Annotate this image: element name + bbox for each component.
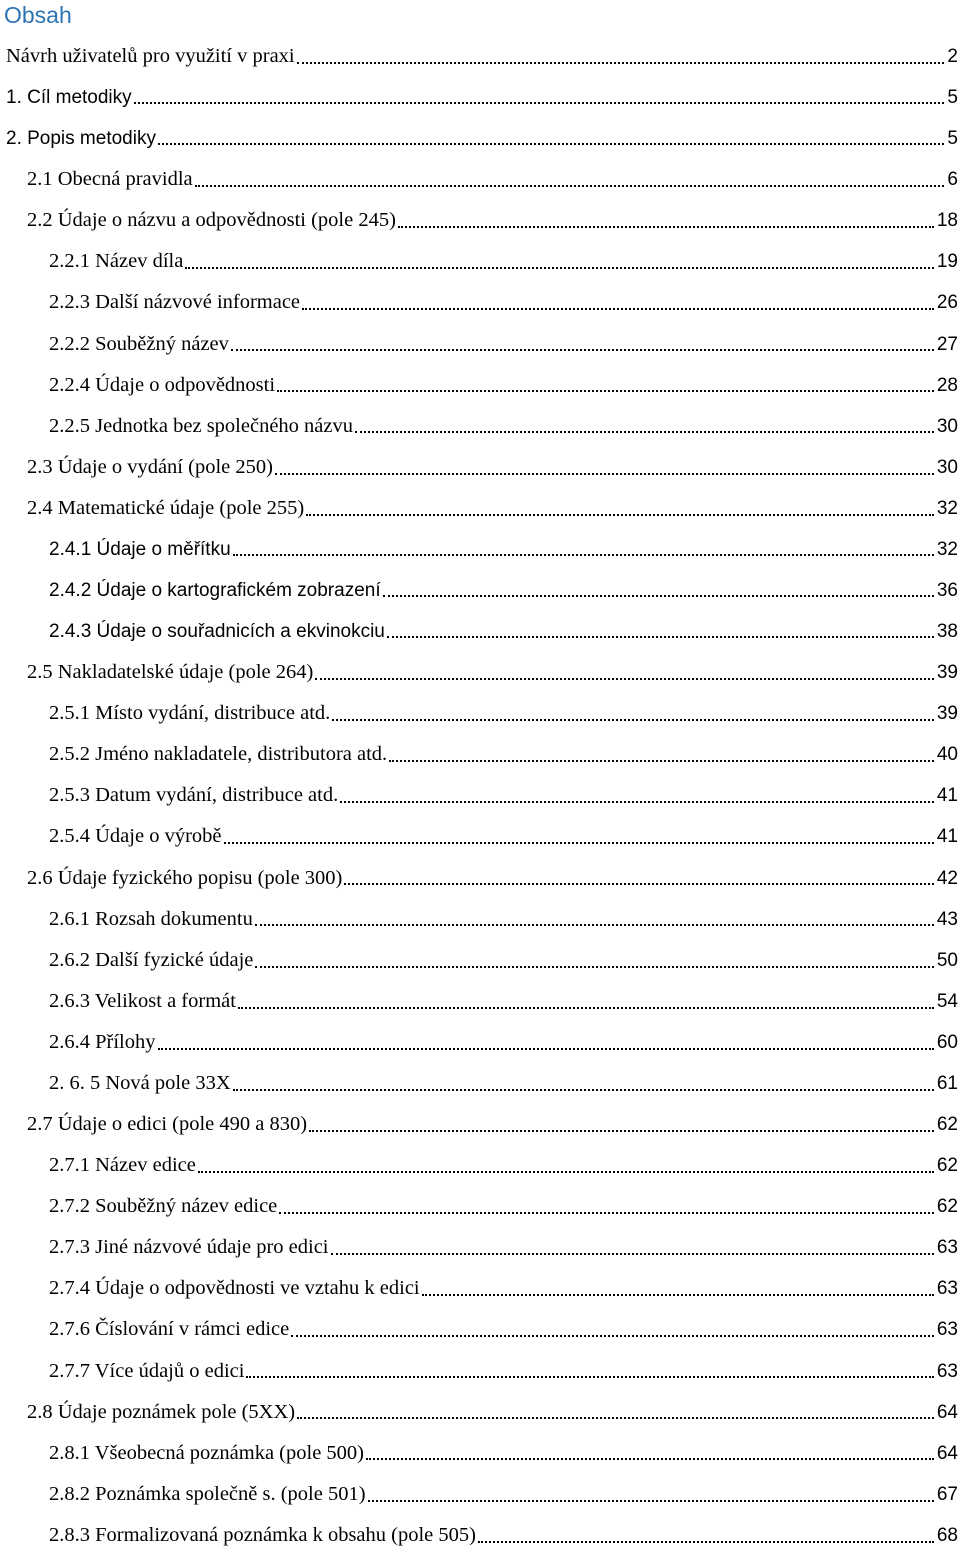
toc-entry-title: Návrh uživatelů pro využití v praxi: [6, 45, 295, 67]
toc-entry-title: 2.8.3 Formalizovaná poznámka k obsahu (pole 505): [49, 1523, 476, 1546]
toc-entry[interactable]: [0, 1392, 960, 1433]
toc-dot-leader: [246, 1361, 933, 1382]
toc-dot-leader: [302, 293, 934, 314]
toc-page-number: 61: [936, 1072, 958, 1094]
toc-dot-leader: [309, 1114, 934, 1135]
toc-dot-leader: [306, 498, 934, 519]
toc-entry-title: 2.4 Matematické údaje (pole 255): [27, 496, 305, 519]
toc-page-number: 32: [936, 538, 958, 560]
toc-dot-leader: [134, 88, 945, 107]
toc-entry-title: 2.7.7 Více údajů o edici: [49, 1359, 245, 1382]
toc-page-number: 38: [936, 621, 958, 643]
toc-entry-title: 2. 6. 5 Nová pole 33X: [49, 1071, 231, 1094]
toc-entry-title: 2.8.1 Všeobecná poznámka (pole 500): [49, 1441, 364, 1464]
toc-entry-title: 2.2.1 Název díla: [49, 250, 184, 273]
toc-page-number: 63: [936, 1360, 958, 1382]
toc-entry-title: 2.6.3 Velikost a formát: [49, 989, 236, 1012]
toc-entry-title: 2.8.2 Poznámka společně s. (pole 501): [49, 1482, 366, 1505]
toc-entry-title: 2.7 Údaje o edici (pole 490 a 830): [27, 1113, 308, 1136]
toc-entry[interactable]: [0, 734, 960, 775]
toc-dot-leader: [233, 540, 934, 559]
toc-entry-title: 2.5.1 Místo vydání, distribuce atd.: [49, 702, 331, 725]
toc-entry-title: 2.7.3 Jiné názvové údaje pro edici: [49, 1236, 329, 1259]
toc-dot-leader: [185, 252, 934, 273]
toc-list: [0, 36, 960, 1556]
toc-entry[interactable]: [0, 200, 960, 241]
toc-entry[interactable]: [0, 1268, 960, 1309]
toc-dot-leader: [355, 416, 934, 437]
toc-page-number: 62: [936, 1196, 958, 1218]
toc-dot-leader: [331, 1238, 934, 1259]
toc-page-number: 27: [936, 333, 958, 355]
toc-page-number: 39: [936, 662, 958, 684]
toc-entry-title: 2.2.4 Údaje o odpovědnosti: [49, 373, 276, 396]
toc-page-number: 30: [936, 456, 958, 478]
toc-dot-leader: [344, 868, 933, 889]
toc-entry[interactable]: [0, 652, 960, 693]
toc-page-number: 41: [936, 785, 958, 807]
toc-page-number: 28: [936, 374, 958, 396]
toc-page-number: 54: [936, 990, 958, 1012]
toc-entry-title: 2.4.3 Údaje o souřadnicích a ekvinokciu: [49, 621, 385, 643]
toc-dot-leader: [277, 375, 934, 396]
toc-entry[interactable]: [0, 529, 960, 570]
toc-entry[interactable]: [0, 816, 960, 857]
toc-entry[interactable]: [0, 1515, 960, 1556]
toc-entry[interactable]: [0, 36, 960, 77]
toc-entry[interactable]: [0, 981, 960, 1022]
toc-entry-title: 2.7.1 Název edice: [49, 1154, 196, 1177]
toc-entry[interactable]: [0, 1145, 960, 1186]
toc-dot-leader: [275, 457, 934, 478]
toc-entry[interactable]: [0, 406, 960, 447]
toc-page-number: 5: [947, 87, 958, 109]
toc-page-number: 63: [936, 1278, 958, 1300]
toc-entry[interactable]: [0, 1433, 960, 1474]
toc-dot-leader: [368, 1484, 934, 1505]
toc-page-number: 36: [936, 580, 958, 602]
toc-entry-title: 2.4.1 Údaje o měřítku: [49, 538, 231, 560]
toc-entry[interactable]: [0, 282, 960, 323]
toc-entry-title: 2. Popis metodiky: [6, 128, 156, 150]
toc-page-number: 6: [947, 169, 958, 191]
toc-dot-leader: [398, 211, 934, 232]
toc-page-number: 62: [936, 1155, 958, 1177]
toc-entry-title: 2.3 Údaje o vydání (pole 250): [27, 455, 273, 478]
toc-dot-leader: [238, 991, 934, 1012]
toc-entry[interactable]: [0, 447, 960, 488]
toc-dot-leader: [255, 950, 934, 971]
toc-dot-leader: [387, 622, 934, 641]
toc-entry[interactable]: [0, 1351, 960, 1392]
toc-page-number: 2: [947, 46, 958, 67]
toc-entry-title: 2.8 Údaje poznámek pole (5XX): [27, 1400, 296, 1423]
toc-dot-leader: [332, 704, 934, 725]
toc-entry-title: 2.4.2 Údaje o kartografickém zobrazení: [49, 580, 381, 602]
toc-entry-title: 2.6.2 Další fyzické údaje: [49, 948, 254, 971]
toc-entry[interactable]: [0, 324, 960, 365]
toc-entry[interactable]: [0, 775, 960, 816]
toc-entry-title: 2.7.4 Údaje o odpovědnosti ve vztahu k edici: [49, 1277, 420, 1300]
toc-entry[interactable]: [0, 693, 960, 734]
toc-dot-leader: [198, 1155, 934, 1176]
toc-entry[interactable]: [0, 858, 960, 899]
toc-entry[interactable]: [0, 899, 960, 940]
toc-entry[interactable]: [0, 1186, 960, 1227]
toc-dot-leader: [366, 1443, 934, 1464]
toc-entry[interactable]: [0, 1063, 960, 1104]
toc-page-number: 64: [936, 1401, 958, 1423]
toc-dot-leader: [340, 786, 934, 807]
toc-entry[interactable]: [0, 1474, 960, 1515]
toc-entry-title: 2.2.5 Jednotka bez společného názvu: [49, 414, 353, 437]
toc-entry[interactable]: [0, 159, 960, 200]
toc-entry-title: 2.6.1 Rozsah dokumentu: [49, 907, 253, 930]
toc-page-number: 41: [936, 826, 958, 848]
toc-entry-title: 2.5 Nakladatelské údaje (pole 264): [27, 661, 314, 684]
toc-entry-title: 2.7.6 Číslování v rámci edice: [49, 1318, 290, 1341]
toc-dot-leader: [383, 581, 934, 600]
toc-entry-title: 2.2 Údaje o názvu a odpovědnosti (pole 245): [27, 209, 396, 232]
toc-entry[interactable]: [0, 77, 960, 118]
toc-dot-leader: [195, 170, 945, 191]
toc-page-number: 64: [936, 1442, 958, 1464]
toc-entry-title: 2.7.2 Souběžný název edice: [49, 1195, 278, 1218]
toc-entry[interactable]: [0, 611, 960, 652]
toc-dot-leader: [422, 1279, 934, 1300]
toc-page-number: 63: [936, 1237, 958, 1259]
toc-page-number: 42: [936, 867, 958, 889]
toc-page-number: 26: [936, 292, 958, 314]
toc-page-number: 50: [936, 949, 958, 971]
toc-entry-title: 2.2.3 Další názvové informace: [49, 291, 301, 314]
toc-dot-leader: [158, 129, 944, 148]
toc-entry[interactable]: [0, 365, 960, 406]
toc-entry[interactable]: [0, 1104, 960, 1145]
toc-dot-leader: [255, 909, 934, 930]
toc-entry-title: 2.5.4 Údaje o výrobě: [49, 825, 222, 848]
toc-entry[interactable]: [0, 488, 960, 529]
toc-dot-leader: [389, 745, 934, 766]
toc-dot-leader: [291, 1320, 934, 1341]
toc-dot-leader: [297, 1402, 934, 1423]
toc-entry[interactable]: [0, 1309, 960, 1350]
toc-entry-title: 2.1 Obecná pravidla: [27, 168, 193, 191]
toc-entry-title: 2.6 Údaje fyzického popisu (pole 300): [27, 866, 343, 889]
toc-entry-title: 2.2.2 Souběžný název: [49, 332, 229, 355]
toc-page-number: 5: [947, 128, 958, 150]
toc-dot-leader: [231, 334, 934, 355]
toc-entry[interactable]: [0, 1227, 960, 1268]
toc-page-number: 62: [936, 1114, 958, 1136]
toc-page-number: 43: [936, 908, 958, 930]
toc-entry[interactable]: [0, 118, 960, 159]
toc-entry[interactable]: [0, 570, 960, 611]
toc-page-number: 30: [936, 415, 958, 437]
toc-page-number: 18: [936, 210, 958, 232]
toc-entry[interactable]: [0, 1022, 960, 1063]
toc-dot-leader: [233, 1073, 934, 1094]
toc-page-number: 63: [936, 1319, 958, 1341]
toc-dot-leader: [315, 662, 934, 683]
toc-entry-title: 2.5.2 Jméno nakladatele, distributora atd.: [49, 743, 388, 766]
toc-dot-leader: [279, 1196, 934, 1217]
toc-page-number: 32: [936, 497, 958, 519]
toc-page-number: 67: [936, 1483, 958, 1505]
toc-page-number: 40: [936, 744, 958, 766]
toc-page-number: 68: [936, 1524, 958, 1546]
toc-dot-leader: [224, 827, 934, 848]
toc-entry-title: 2.5.3 Datum vydání, distribuce atd.: [49, 784, 339, 807]
toc-entry[interactable]: [0, 940, 960, 981]
toc-dot-leader: [297, 46, 945, 67]
toc-dot-leader: [478, 1525, 934, 1546]
toc-entry-title: 2.6.4 Přílohy: [49, 1030, 156, 1053]
toc-entry-title: 1. Cíl metodiky: [6, 87, 132, 109]
toc-page-number: 19: [936, 251, 958, 273]
toc-page-number: 60: [936, 1031, 958, 1053]
toc-entry[interactable]: [0, 241, 960, 282]
toc-page-number: 39: [936, 703, 958, 725]
toc-heading: Obsah: [4, 2, 72, 28]
toc-dot-leader: [158, 1032, 934, 1053]
